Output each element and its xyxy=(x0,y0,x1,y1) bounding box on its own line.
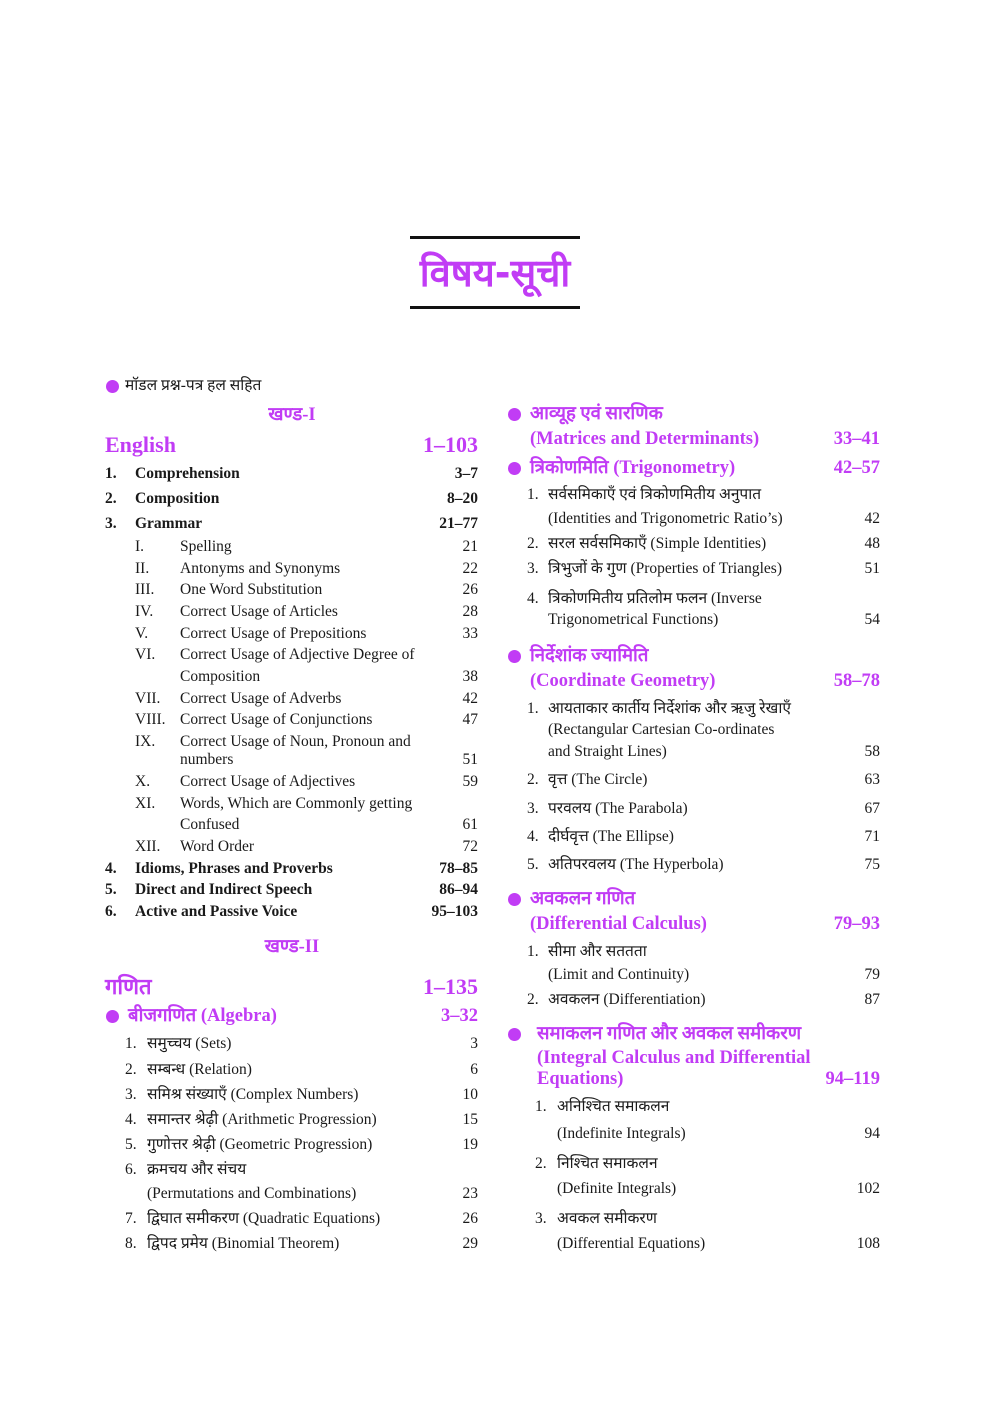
toc-entry-title: परवलय (The Parabola) xyxy=(548,800,688,817)
toc-entry-pages: 26 xyxy=(462,1210,478,1227)
title-bottom-rule xyxy=(410,306,580,309)
toc-entry-pages: 54 xyxy=(864,611,880,628)
toc-entry-pages: 94 xyxy=(864,1125,880,1142)
item-number: 2. xyxy=(527,771,539,788)
toc-entry-title: Antonyms and Synonyms xyxy=(180,560,341,577)
item-number: 1. xyxy=(527,943,539,960)
toc-entry-pages: 15 xyxy=(462,1111,478,1128)
toc-entry-title: Comprehension xyxy=(135,465,240,482)
model-papers-heading: मॉडल प्रश्न-पत्र हल सहित xyxy=(125,377,262,394)
toc-entry-title: (Permutations and Combinations) xyxy=(147,1185,357,1202)
toc-entry-title: Spelling xyxy=(180,538,232,555)
toc-entry-pages: 61 xyxy=(462,816,478,833)
toc-entry-pages: 22 xyxy=(462,560,478,577)
section-heading: आव्यूह एवं सारणिक xyxy=(530,404,663,424)
toc-entry-title: क्रमचय और संचय xyxy=(147,1161,247,1178)
item-number: 2. xyxy=(527,991,539,1008)
item-number: 3. xyxy=(527,560,539,577)
toc-entry-title: अतिपरवलय (The Hyperbola) xyxy=(548,856,724,873)
maths-pages: 1–135 xyxy=(423,974,478,999)
toc-entry-title: सर्वसमिकाएँ एवं त्रिकोणमितीय अनुपात xyxy=(548,486,762,503)
toc-entry-pages: 58 xyxy=(864,743,880,760)
toc-entry-pages: 29 xyxy=(462,1235,478,1252)
toc-entry-title: Correct Usage of Adjectives xyxy=(180,773,356,790)
toc-entry-pages: 42 xyxy=(462,690,478,707)
toc-entry-title: Correct Usage of Noun, Pronoun and xyxy=(180,733,411,750)
toc-entry-pages: 51 xyxy=(462,751,478,768)
item-number: IV. xyxy=(135,603,154,620)
section-heading: त्रिकोणमिति (Trigonometry) xyxy=(530,458,736,478)
toc-entry-title: समान्तर श्रेढ़ी (Arithmetic Progression) xyxy=(147,1111,377,1128)
toc-entry-title: त्रिकोणमितीय प्रतिलोम फलन (Inverse xyxy=(548,590,762,607)
toc-entry-title: Composition xyxy=(135,490,220,507)
toc-entry-pages: 51 xyxy=(864,560,880,577)
toc-entry-title: Correct Usage of Articles xyxy=(180,603,338,620)
toc-entry-pages: 47 xyxy=(462,711,478,728)
toc-entry-pages: 21–77 xyxy=(439,515,478,532)
item-number: VIII. xyxy=(135,711,166,728)
toc-entry-title: Direct and Indirect Speech xyxy=(135,881,313,898)
bullet-icon xyxy=(508,1028,521,1041)
section-khand-2: खण्ड-II xyxy=(264,937,320,957)
toc-entry-pages: 6 xyxy=(470,1061,478,1078)
toc-entry-title: सरल सर्वसमिकाएँ (Simple Identities) xyxy=(548,535,767,552)
toc-entry-pages: 71 xyxy=(864,828,880,845)
item-number: 4. xyxy=(527,828,539,845)
item-number: VI. xyxy=(135,646,156,663)
section-khand-1: खण्ड-I xyxy=(268,405,316,425)
toc-entry-pages: 67 xyxy=(864,800,880,817)
toc-entry-title: (Limit and Continuity) xyxy=(548,966,690,983)
item-number: IX. xyxy=(135,733,156,750)
toc-entry-title: Composition xyxy=(180,668,261,685)
toc-entry-title: निश्चित समाकलन xyxy=(557,1155,658,1172)
toc-entry-title: (Identities and Trigonometric Ratio’s) xyxy=(548,510,783,527)
item-number: 6. xyxy=(105,903,117,920)
algebra-heading: बीजगणित (Algebra) xyxy=(128,1006,277,1026)
item-number: 5. xyxy=(527,856,539,873)
item-number: 1. xyxy=(535,1098,547,1115)
toc-entry-pages: 10 xyxy=(462,1086,478,1103)
section-heading: Equations) xyxy=(537,1069,624,1089)
section-pages: 79–93 xyxy=(833,914,880,934)
toc-entry-pages: 75 xyxy=(864,856,880,873)
maths-heading: गणित xyxy=(105,974,152,999)
item-number: 8. xyxy=(125,1235,137,1252)
bullet-icon xyxy=(508,408,521,421)
item-number: 2. xyxy=(125,1061,137,1078)
section-heading: निर्देशांक ज्यामिति xyxy=(530,646,649,666)
title-top-rule xyxy=(410,236,580,239)
toc-entry-pages: 108 xyxy=(856,1235,880,1252)
item-number: 7. xyxy=(125,1210,137,1227)
toc-entry-title: वृत्त (The Circle) xyxy=(548,771,648,788)
toc-entry-pages: 38 xyxy=(462,668,478,685)
section-heading: (Differential Calculus) xyxy=(530,914,707,934)
toc-entry-title: द्विपद प्रमेय (Binomial Theorem) xyxy=(147,1235,340,1252)
section-heading: (Matrices and Determinants) xyxy=(530,429,760,449)
item-number: III. xyxy=(135,581,155,598)
toc-entry-title: (Indefinite Integrals) xyxy=(557,1125,686,1142)
item-number: 3. xyxy=(105,515,117,532)
toc-entry-pages: 3–7 xyxy=(454,465,478,482)
section-pages: 42–57 xyxy=(833,458,880,478)
toc-entry-pages: 48 xyxy=(864,535,880,552)
toc-entry-pages: 26 xyxy=(462,581,478,598)
item-number: 3. xyxy=(535,1210,547,1227)
toc-entry-title: Word Order xyxy=(180,838,255,855)
toc-entry-pages: 19 xyxy=(462,1136,478,1153)
toc-entry-title: त्रिभुजों के गुण (Properties of Triangles) xyxy=(548,560,782,577)
item-number: 5. xyxy=(125,1136,137,1153)
toc-entry-pages: 78–85 xyxy=(439,860,478,877)
toc-entry-pages: 28 xyxy=(462,603,478,620)
toc-entry-title: Idioms, Phrases and Proverbs xyxy=(135,860,333,877)
bullet-icon xyxy=(508,462,521,475)
toc-entry-title: आयताकार कार्तीय निर्देशांक और ऋजु रेखाएँ xyxy=(548,700,791,717)
toc-entry-title: Correct Usage of Prepositions xyxy=(180,625,367,642)
section-heading: (Coordinate Geometry) xyxy=(530,671,716,691)
section-pages: 94–119 xyxy=(825,1069,880,1089)
toc-entry-title: अवकलन (Differentiation) xyxy=(548,991,706,1008)
bullet-icon xyxy=(508,650,521,663)
toc-entry-title: समिश्र संख्याएँ (Complex Numbers) xyxy=(147,1086,359,1103)
toc-entry-pages: 87 xyxy=(864,991,880,1008)
toc-entry-title: द्विघात समीकरण (Quadratic Equations) xyxy=(147,1210,381,1227)
item-number: 4. xyxy=(125,1111,137,1128)
toc-entry-title: and Straight Lines) xyxy=(548,743,667,760)
item-number: 4. xyxy=(527,590,539,607)
toc-entry-title: Grammar xyxy=(135,515,203,532)
item-number: 1. xyxy=(527,700,539,717)
toc-entry-title: गुणोत्तर श्रेढ़ी (Geometric Progression) xyxy=(147,1136,373,1153)
item-number: 1. xyxy=(527,486,539,503)
item-number: 6. xyxy=(125,1161,137,1178)
toc-entry-pages: 102 xyxy=(856,1180,880,1197)
toc-entry-pages: 95–103 xyxy=(431,903,478,920)
toc-entry-pages: 72 xyxy=(462,838,478,855)
toc-entry-title: Correct Usage of Adjective Degree of xyxy=(180,646,415,663)
section-heading: समाकलन गणित और अवकल समीकरण xyxy=(537,1024,802,1044)
toc-entry-title: Confused xyxy=(180,816,240,833)
item-number: 1. xyxy=(125,1035,137,1052)
item-number: 1. xyxy=(105,465,117,482)
item-number: 2. xyxy=(105,490,117,507)
item-number: 2. xyxy=(535,1155,547,1172)
toc-entry-pages: 59 xyxy=(462,773,478,790)
toc-entry-title: (Definite Integrals) xyxy=(557,1180,677,1197)
toc-entry-title: (Differential Equations) xyxy=(557,1235,706,1252)
toc-entry-title: numbers xyxy=(180,751,234,768)
item-number: II. xyxy=(135,560,150,577)
item-number: VII. xyxy=(135,690,161,707)
toc-entry-pages: 63 xyxy=(864,771,880,788)
bullet-icon xyxy=(508,893,521,906)
item-number: 5. xyxy=(105,881,117,898)
toc-entry-title: समुच्चय (Sets) xyxy=(147,1035,232,1052)
toc-entry-title: Trigonometrical Functions) xyxy=(548,611,719,628)
english-pages: 1–103 xyxy=(423,432,478,457)
english-heading: English xyxy=(105,432,176,457)
toc-entry-title: सीमा और सततता xyxy=(548,943,647,960)
toc-entry-title: (Rectangular Cartesian Co-ordinates xyxy=(548,721,775,738)
toc-entry-title: Correct Usage of Conjunctions xyxy=(180,711,373,728)
toc-entry-title: One Word Substitution xyxy=(180,581,323,598)
item-number: 3. xyxy=(125,1086,137,1103)
section-heading: अवकलन गणित xyxy=(530,889,636,909)
toc-entry-pages: 42 xyxy=(864,510,880,527)
toc-entry-pages: 8–20 xyxy=(447,490,478,507)
item-number: V. xyxy=(135,625,149,642)
toc-entry-pages: 23 xyxy=(462,1185,478,1202)
item-number: 4. xyxy=(105,860,117,877)
section-heading: (Integral Calculus and Differential xyxy=(537,1048,811,1068)
item-number: 3. xyxy=(527,800,539,817)
bullet-icon xyxy=(106,380,119,393)
toc-entry-title: अनिश्चित समाकलन xyxy=(557,1098,670,1115)
toc-entry-pages: 33 xyxy=(462,625,478,642)
bullet-icon xyxy=(106,1010,119,1023)
toc-entry-title: अवकल समीकरण xyxy=(557,1210,657,1227)
toc-entry-pages: 3 xyxy=(470,1035,478,1052)
item-number: 2. xyxy=(527,535,539,552)
toc-entry-title: दीर्घवृत्त (The Ellipse) xyxy=(548,828,674,845)
toc-entry-title: सम्बन्ध (Relation) xyxy=(147,1061,252,1078)
toc-entry-title: Active and Passive Voice xyxy=(135,903,298,920)
toc-entry-pages: 21 xyxy=(462,538,478,555)
page-title: विषय-सूची xyxy=(419,251,571,295)
item-number: XI. xyxy=(135,795,156,812)
algebra-pages: 3–32 xyxy=(441,1006,478,1026)
toc-entry-title: Words, Which are Commonly getting xyxy=(180,795,413,812)
toc-entry-pages: 86–94 xyxy=(439,881,478,898)
section-pages: 33–41 xyxy=(833,429,880,449)
section-pages: 58–78 xyxy=(833,671,880,691)
toc-entry-pages: 79 xyxy=(864,966,880,983)
item-number: X. xyxy=(135,773,151,790)
item-number: XII. xyxy=(135,838,161,855)
toc-entry-title: Correct Usage of Adverbs xyxy=(180,690,342,707)
item-number: I. xyxy=(135,538,145,555)
